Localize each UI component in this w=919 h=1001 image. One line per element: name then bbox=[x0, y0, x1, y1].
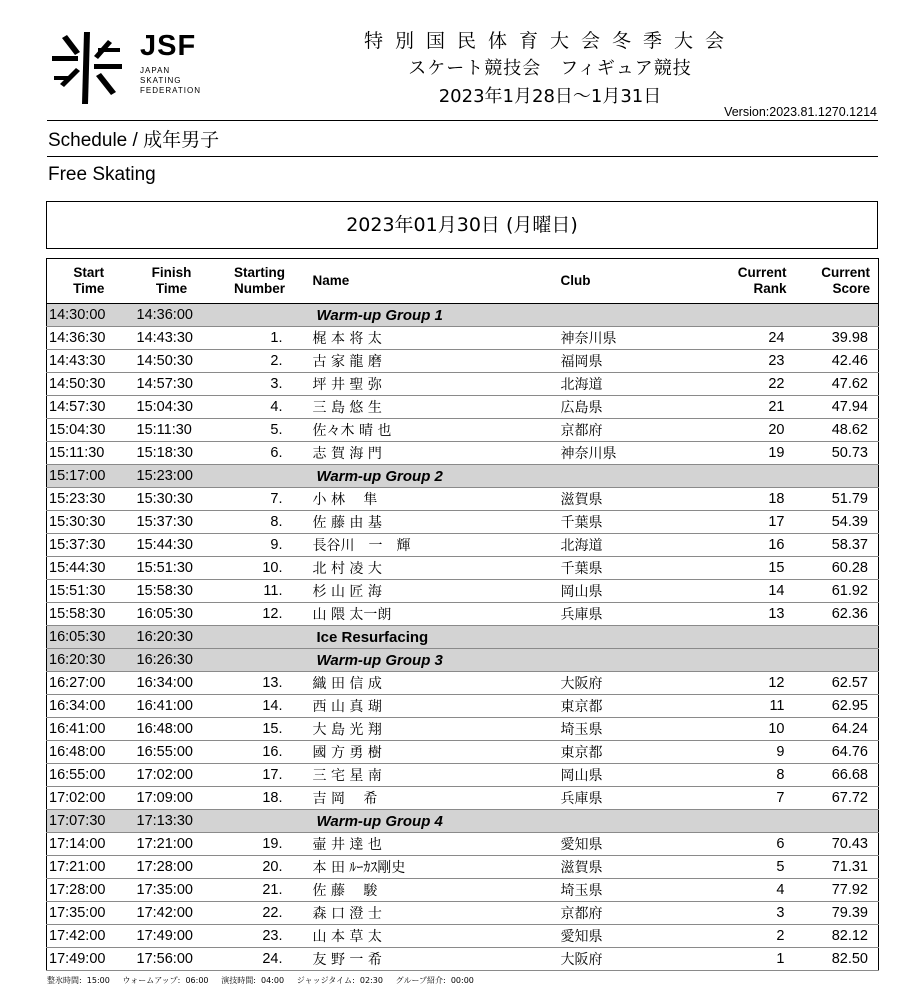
current-rank-cell: 24 bbox=[697, 327, 793, 350]
current-score-cell: 70.43 bbox=[793, 833, 879, 856]
event-title: 特別国民体育大会冬季大会 bbox=[363, 30, 736, 52]
skater-name-cell: 山 本 草 太 bbox=[307, 925, 561, 948]
club-cell: 岡山県 bbox=[561, 764, 697, 787]
current-score-cell: 77.92 bbox=[793, 879, 879, 902]
finish-time-cell: 16:48:00 bbox=[131, 718, 213, 741]
current-score-cell: 82.12 bbox=[793, 925, 879, 948]
start-time-cell: 17:02:00 bbox=[47, 787, 131, 810]
current-rank-cell: 21 bbox=[697, 396, 793, 419]
date-heading: 2023年01月30日 (月曜日) bbox=[46, 201, 878, 249]
current-rank-cell: 7 bbox=[697, 787, 793, 810]
start-time-cell: 16:48:00 bbox=[47, 741, 131, 764]
starting-number-cell: 14. bbox=[213, 695, 307, 718]
finish-time-cell: 15:11:30 bbox=[131, 419, 213, 442]
current-score-cell: 64.76 bbox=[793, 741, 879, 764]
skater-name-cell: 壷 井 達 也 bbox=[307, 833, 561, 856]
current-score-cell: 62.57 bbox=[793, 672, 879, 695]
current-rank-cell: 8 bbox=[697, 764, 793, 787]
col-finish-time: Finish Time bbox=[131, 259, 213, 304]
starting-number-cell: 2. bbox=[213, 350, 307, 373]
current-rank-cell: 1 bbox=[697, 948, 793, 971]
col-current-rank: Current Rank bbox=[697, 259, 793, 304]
skater-row bbox=[47, 879, 879, 902]
col-starting-number: Starting Number bbox=[213, 259, 307, 304]
empty-rank-cell bbox=[697, 626, 793, 649]
start-time-cell: 16:34:00 bbox=[47, 695, 131, 718]
current-rank-cell: 10 bbox=[697, 718, 793, 741]
starting-number-cell: 11. bbox=[213, 580, 307, 603]
warmup-group-label: Warm-up Group 2 bbox=[307, 465, 561, 488]
finish-time-cell: 16:41:00 bbox=[131, 695, 213, 718]
header-divider bbox=[47, 120, 878, 121]
current-rank-cell: 5 bbox=[697, 856, 793, 879]
starting-number-cell: 20. bbox=[213, 856, 307, 879]
club-cell: 大阪府 bbox=[561, 948, 697, 971]
finish-time-cell: 17:21:00 bbox=[131, 833, 213, 856]
starting-number-cell: 24. bbox=[213, 948, 307, 971]
ice-resurfacing-row bbox=[47, 626, 879, 649]
skater-name-cell: 森 口 澄 士 bbox=[307, 902, 561, 925]
finish-time-cell: 16:20:30 bbox=[131, 626, 213, 649]
current-score-cell: 42.46 bbox=[793, 350, 879, 373]
skater-name-cell: 友 野 一 希 bbox=[307, 948, 561, 971]
skater-name-cell: 古 家 龍 磨 bbox=[307, 350, 561, 373]
skater-name-cell: 北 村 凌 大 bbox=[307, 557, 561, 580]
current-score-cell: 66.68 bbox=[793, 764, 879, 787]
finish-time-cell: 15:51:30 bbox=[131, 557, 213, 580]
starting-number-cell: 5. bbox=[213, 419, 307, 442]
finish-time-cell: 15:44:30 bbox=[131, 534, 213, 557]
start-time-cell: 14:57:30 bbox=[47, 396, 131, 419]
current-score-cell: 82.50 bbox=[793, 948, 879, 971]
start-time-cell: 15:37:30 bbox=[47, 534, 131, 557]
start-time-cell: 15:58:30 bbox=[47, 603, 131, 626]
current-rank-cell: 6 bbox=[697, 833, 793, 856]
start-time-cell: 16:55:00 bbox=[47, 764, 131, 787]
empty-score-cell bbox=[793, 465, 879, 488]
start-time-cell: 15:44:30 bbox=[47, 557, 131, 580]
start-time-cell: 17:42:00 bbox=[47, 925, 131, 948]
starting-number-cell: 16. bbox=[213, 741, 307, 764]
start-time-cell: 14:43:30 bbox=[47, 350, 131, 373]
logo-line-federation: FEDERATION bbox=[140, 86, 201, 95]
club-cell: 京都府 bbox=[561, 902, 697, 925]
starting-number-cell: 1. bbox=[213, 327, 307, 350]
empty-club-cell bbox=[561, 649, 697, 672]
finish-time-cell: 17:09:00 bbox=[131, 787, 213, 810]
current-rank-cell: 15 bbox=[697, 557, 793, 580]
finish-time-cell: 16:34:00 bbox=[131, 672, 213, 695]
skater-row bbox=[47, 925, 879, 948]
start-time-cell: 15:17:00 bbox=[47, 465, 131, 488]
current-rank-cell: 9 bbox=[697, 741, 793, 764]
start-time-cell: 17:07:30 bbox=[47, 810, 131, 833]
empty-club-cell bbox=[561, 626, 697, 649]
warmup-group-label: Warm-up Group 3 bbox=[307, 649, 561, 672]
current-score-cell: 47.62 bbox=[793, 373, 879, 396]
finish-time-cell: 15:18:30 bbox=[131, 442, 213, 465]
skater-name-cell: 西 山 真 瑚 bbox=[307, 695, 561, 718]
starting-number-cell: 22. bbox=[213, 902, 307, 925]
start-time-cell: 17:21:00 bbox=[47, 856, 131, 879]
starting-number-cell: 21. bbox=[213, 879, 307, 902]
current-score-cell: 39.98 bbox=[793, 327, 879, 350]
skater-name-cell: 佐々木 晴 也 bbox=[307, 419, 561, 442]
current-score-cell: 50.73 bbox=[793, 442, 879, 465]
starting-number-cell: 13. bbox=[213, 672, 307, 695]
finish-time-cell: 15:30:30 bbox=[131, 488, 213, 511]
club-cell: 埼玉県 bbox=[561, 718, 697, 741]
empty-number-cell bbox=[213, 304, 307, 327]
finish-time-cell: 15:58:30 bbox=[131, 580, 213, 603]
empty-club-cell bbox=[561, 810, 697, 833]
empty-rank-cell bbox=[697, 304, 793, 327]
club-cell: 兵庫県 bbox=[561, 787, 697, 810]
current-rank-cell: 16 bbox=[697, 534, 793, 557]
current-score-cell: 67.72 bbox=[793, 787, 879, 810]
schedule-table-body bbox=[47, 304, 879, 971]
skater-name-cell: 小 林 隼 bbox=[307, 488, 561, 511]
club-cell: 大阪府 bbox=[561, 672, 697, 695]
skater-name-cell: 本 田 ﾙｰｶｽ剛史 bbox=[307, 856, 561, 879]
current-score-cell: 62.95 bbox=[793, 695, 879, 718]
skater-row bbox=[47, 833, 879, 856]
logo-line-japan: JAPAN bbox=[140, 66, 171, 75]
current-rank-cell: 2 bbox=[697, 925, 793, 948]
start-time-cell: 14:36:30 bbox=[47, 327, 131, 350]
empty-number-cell bbox=[213, 649, 307, 672]
event-dates: 2023年1月28日～1月31日 bbox=[438, 86, 662, 107]
start-time-cell: 14:50:30 bbox=[47, 373, 131, 396]
club-cell: 兵庫県 bbox=[561, 603, 697, 626]
starting-number-cell: 19. bbox=[213, 833, 307, 856]
warmup-group-label: Warm-up Group 1 bbox=[307, 304, 561, 327]
col-start-time: Start Time bbox=[47, 259, 131, 304]
skater-name-cell: 織 田 信 成 bbox=[307, 672, 561, 695]
schedule-table bbox=[46, 258, 879, 971]
starting-number-cell: 4. bbox=[213, 396, 307, 419]
finish-time-cell: 17:49:00 bbox=[131, 925, 213, 948]
jsf-emblem-icon bbox=[50, 26, 130, 108]
finish-time-cell: 17:13:30 bbox=[131, 810, 213, 833]
finish-time-cell: 17:28:00 bbox=[131, 856, 213, 879]
warmup-group-row bbox=[47, 304, 879, 327]
ice-resurfacing-label: Ice Resurfacing bbox=[307, 626, 561, 649]
club-cell: 福岡県 bbox=[561, 350, 697, 373]
skater-row bbox=[47, 695, 879, 718]
skater-row bbox=[47, 373, 879, 396]
club-cell: 北海道 bbox=[561, 534, 697, 557]
logo-line-skating: SKATING bbox=[140, 76, 182, 85]
current-score-cell: 51.79 bbox=[793, 488, 879, 511]
finish-time-cell: 15:04:30 bbox=[131, 396, 213, 419]
starting-number-cell: 17. bbox=[213, 764, 307, 787]
skater-name-cell: 杉 山 匠 海 bbox=[307, 580, 561, 603]
current-rank-cell: 22 bbox=[697, 373, 793, 396]
skater-row bbox=[47, 718, 879, 741]
current-score-cell: 54.39 bbox=[793, 511, 879, 534]
current-rank-cell: 18 bbox=[697, 488, 793, 511]
finish-time-cell: 14:36:00 bbox=[131, 304, 213, 327]
col-name: Name bbox=[307, 259, 561, 304]
starting-number-cell: 7. bbox=[213, 488, 307, 511]
skater-row bbox=[47, 856, 879, 879]
current-score-cell: 71.31 bbox=[793, 856, 879, 879]
finish-time-cell: 16:05:30 bbox=[131, 603, 213, 626]
current-rank-cell: 13 bbox=[697, 603, 793, 626]
skater-row bbox=[47, 488, 879, 511]
empty-number-cell bbox=[213, 626, 307, 649]
start-time-cell: 16:20:30 bbox=[47, 649, 131, 672]
start-time-cell: 17:28:00 bbox=[47, 879, 131, 902]
current-score-cell: 58.37 bbox=[793, 534, 879, 557]
skater-row bbox=[47, 787, 879, 810]
finish-time-cell: 17:42:00 bbox=[131, 902, 213, 925]
empty-score-cell bbox=[793, 304, 879, 327]
start-time-cell: 15:23:30 bbox=[47, 488, 131, 511]
current-rank-cell: 17 bbox=[697, 511, 793, 534]
start-time-cell: 17:14:00 bbox=[47, 833, 131, 856]
finish-time-cell: 14:57:30 bbox=[131, 373, 213, 396]
starting-number-cell: 6. bbox=[213, 442, 307, 465]
empty-club-cell bbox=[561, 465, 697, 488]
skater-row bbox=[47, 419, 879, 442]
skater-name-cell: 長谷川 一 輝 bbox=[307, 534, 561, 557]
club-cell: 岡山県 bbox=[561, 580, 697, 603]
empty-score-cell bbox=[793, 626, 879, 649]
skater-row bbox=[47, 741, 879, 764]
club-cell: 千葉県 bbox=[561, 557, 697, 580]
club-cell: 愛知県 bbox=[561, 925, 697, 948]
skater-name-cell: 佐 藤 由 基 bbox=[307, 511, 561, 534]
col-current-score: Current Score bbox=[793, 259, 879, 304]
empty-score-cell bbox=[793, 649, 879, 672]
warmup-group-row bbox=[47, 810, 879, 833]
skater-row bbox=[47, 580, 879, 603]
club-cell: 神奈川県 bbox=[561, 442, 697, 465]
starting-number-cell: 9. bbox=[213, 534, 307, 557]
skater-row bbox=[47, 327, 879, 350]
skater-name-cell: 志 賀 海 門 bbox=[307, 442, 561, 465]
finish-time-cell: 16:26:30 bbox=[131, 649, 213, 672]
empty-number-cell bbox=[213, 810, 307, 833]
empty-rank-cell bbox=[697, 465, 793, 488]
club-cell: 埼玉県 bbox=[561, 879, 697, 902]
col-club: Club bbox=[561, 259, 697, 304]
finish-time-cell: 15:37:30 bbox=[131, 511, 213, 534]
skater-name-cell: 吉 岡 希 bbox=[307, 787, 561, 810]
event-subtitle: スケート競技会 フィギュア競技 bbox=[408, 58, 692, 79]
current-rank-cell: 23 bbox=[697, 350, 793, 373]
skater-row bbox=[47, 672, 879, 695]
schedule-title: Schedule / 成年男子 bbox=[48, 130, 220, 151]
current-rank-cell: 14 bbox=[697, 580, 793, 603]
empty-rank-cell bbox=[697, 810, 793, 833]
starting-number-cell: 12. bbox=[213, 603, 307, 626]
starting-number-cell: 15. bbox=[213, 718, 307, 741]
starting-number-cell: 10. bbox=[213, 557, 307, 580]
skater-row bbox=[47, 557, 879, 580]
skater-row bbox=[47, 603, 879, 626]
start-time-cell: 15:51:30 bbox=[47, 580, 131, 603]
start-time-cell: 15:30:30 bbox=[47, 511, 131, 534]
current-score-cell: 64.24 bbox=[793, 718, 879, 741]
segment-title: Free Skating bbox=[48, 164, 156, 185]
skater-row bbox=[47, 948, 879, 971]
club-cell: 滋賀県 bbox=[561, 856, 697, 879]
start-time-cell: 16:41:00 bbox=[47, 718, 131, 741]
warmup-group-label: Warm-up Group 4 bbox=[307, 810, 561, 833]
empty-number-cell bbox=[213, 465, 307, 488]
current-score-cell: 61.92 bbox=[793, 580, 879, 603]
club-cell: 千葉県 bbox=[561, 511, 697, 534]
finish-time-cell: 17:02:00 bbox=[131, 764, 213, 787]
version-label: Version:2023.81.1270.1214 bbox=[724, 105, 877, 119]
jsf-logo bbox=[50, 26, 210, 108]
skater-name-cell: 佐 藤 駿 bbox=[307, 879, 561, 902]
club-cell: 北海道 bbox=[561, 373, 697, 396]
skater-name-cell: 大 島 光 翔 bbox=[307, 718, 561, 741]
current-score-cell: 62.36 bbox=[793, 603, 879, 626]
start-time-cell: 17:49:00 bbox=[47, 948, 131, 971]
current-rank-cell: 11 bbox=[697, 695, 793, 718]
start-time-cell: 14:30:00 bbox=[47, 304, 131, 327]
current-rank-cell: 19 bbox=[697, 442, 793, 465]
starting-number-cell: 3. bbox=[213, 373, 307, 396]
current-score-cell: 47.94 bbox=[793, 396, 879, 419]
current-score-cell: 60.28 bbox=[793, 557, 879, 580]
club-cell: 京都府 bbox=[561, 419, 697, 442]
skater-row bbox=[47, 902, 879, 925]
club-cell: 愛知県 bbox=[561, 833, 697, 856]
table-header-row bbox=[47, 259, 879, 304]
warmup-group-row bbox=[47, 649, 879, 672]
club-cell: 神奈川県 bbox=[561, 327, 697, 350]
warmup-group-row bbox=[47, 465, 879, 488]
empty-score-cell bbox=[793, 810, 879, 833]
empty-club-cell bbox=[561, 304, 697, 327]
club-cell: 東京都 bbox=[561, 695, 697, 718]
skater-row bbox=[47, 396, 879, 419]
skater-row bbox=[47, 534, 879, 557]
logo-abbreviation: JSF bbox=[140, 30, 197, 62]
current-rank-cell: 3 bbox=[697, 902, 793, 925]
finish-time-cell: 16:55:00 bbox=[131, 741, 213, 764]
current-score-cell: 79.39 bbox=[793, 902, 879, 925]
skater-name-cell: 國 方 勇 樹 bbox=[307, 741, 561, 764]
finish-time-cell: 14:43:30 bbox=[131, 327, 213, 350]
current-score-cell: 48.62 bbox=[793, 419, 879, 442]
starting-number-cell: 18. bbox=[213, 787, 307, 810]
skater-row bbox=[47, 442, 879, 465]
skater-name-cell: 三 島 悠 生 bbox=[307, 396, 561, 419]
skater-name-cell: 梶 本 将 太 bbox=[307, 327, 561, 350]
title-divider bbox=[47, 156, 878, 157]
club-cell: 東京都 bbox=[561, 741, 697, 764]
skater-name-cell: 三 宅 星 南 bbox=[307, 764, 561, 787]
club-cell: 滋賀県 bbox=[561, 488, 697, 511]
club-cell: 広島県 bbox=[561, 396, 697, 419]
skater-name-cell: 山 隈 太一朗 bbox=[307, 603, 561, 626]
finish-time-cell: 17:35:00 bbox=[131, 879, 213, 902]
start-time-cell: 16:27:00 bbox=[47, 672, 131, 695]
footnote: 整氷時間: 15:00 ウォームアップ: 06:00 演技時間: 04:00 ジャッジタイム: 02:30 グループ紹介: 00:00 bbox=[47, 976, 474, 985]
start-time-cell: 15:04:30 bbox=[47, 419, 131, 442]
skater-row bbox=[47, 764, 879, 787]
start-time-cell: 16:05:30 bbox=[47, 626, 131, 649]
current-rank-cell: 12 bbox=[697, 672, 793, 695]
empty-rank-cell bbox=[697, 649, 793, 672]
start-time-cell: 17:35:00 bbox=[47, 902, 131, 925]
finish-time-cell: 14:50:30 bbox=[131, 350, 213, 373]
skater-row bbox=[47, 511, 879, 534]
skater-row bbox=[47, 350, 879, 373]
current-rank-cell: 20 bbox=[697, 419, 793, 442]
start-time-cell: 15:11:30 bbox=[47, 442, 131, 465]
finish-time-cell: 17:56:00 bbox=[131, 948, 213, 971]
finish-time-cell: 15:23:00 bbox=[131, 465, 213, 488]
current-rank-cell: 4 bbox=[697, 879, 793, 902]
starting-number-cell: 23. bbox=[213, 925, 307, 948]
starting-number-cell: 8. bbox=[213, 511, 307, 534]
skater-name-cell: 坪 井 聖 弥 bbox=[307, 373, 561, 396]
